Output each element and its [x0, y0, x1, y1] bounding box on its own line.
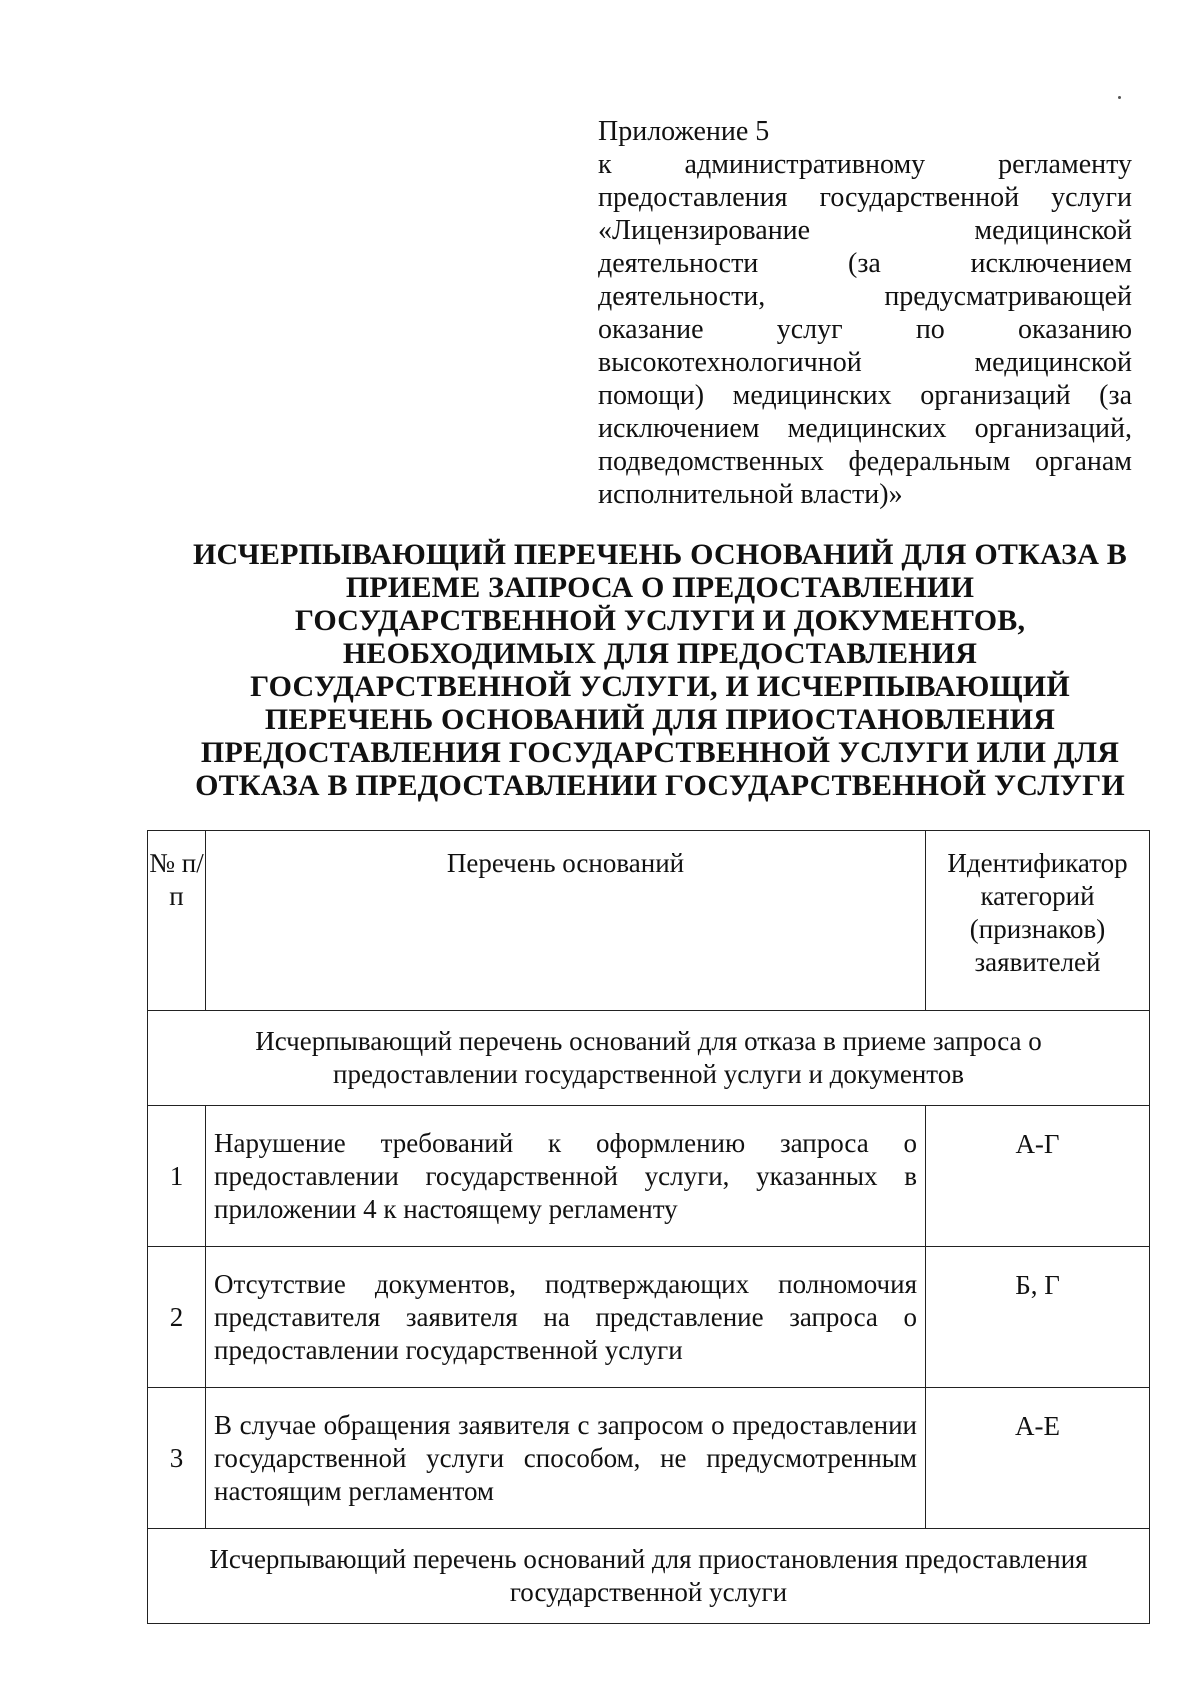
row-applicant-id: Б, Г	[926, 1247, 1150, 1388]
row-applicant-id: А-Е	[926, 1388, 1150, 1529]
section-refusal-intake: Исчерпывающий перечень оснований для отказа в приеме запроса о предоставлении государственной услуги и документов	[148, 1011, 1150, 1106]
row-number: 1	[148, 1106, 206, 1247]
scan-speck	[1118, 96, 1121, 99]
annex-title: Приложение 5	[598, 116, 770, 147]
annex-body: к административному регламенту предоставления государственной услуги «Лицензирование медицинской деятельности (за исключением деятельности, предусматривающей оказание услуг по оказанию высокотехнологичной медицинской помощи) медицинских организаций (за исключением медицинских организаций, подведомственных федеральным органам исполнительной власти)»	[598, 149, 1132, 510]
header-applicant-id: Идентификатор категорий (признаков) заявителей	[926, 831, 1150, 1011]
table-section-row	[148, 1529, 1150, 1624]
table-row	[148, 1247, 1150, 1388]
row-number: 2	[148, 1247, 206, 1388]
section-suspension: Исчерпывающий перечень оснований для приостановления предоставления государственной услуги	[148, 1529, 1150, 1624]
header-grounds: Перечень оснований	[206, 831, 926, 1011]
row-description: В случае обращения заявителя с запросом о предоставлении государственной услуги способом, не предусмотренным настоящим регламентом	[206, 1388, 926, 1529]
row-description: Отсутствие документов, подтверждающих полномочия представителя заявителя на представление запроса о предоставлении государственной услуги	[206, 1247, 926, 1388]
table-row	[148, 1388, 1150, 1529]
row-number: 3	[148, 1388, 206, 1529]
row-description: Нарушение требований к оформлению запроса о предоставлении государственной услуги, указанных в приложении 4 к настоящему регламенту	[206, 1106, 926, 1247]
document-title: ИСЧЕРПЫВАЮЩИЙ ПЕРЕЧЕНЬ ОСНОВАНИЙ ДЛЯ ОТКАЗА В ПРИЕМЕ ЗАПРОСА О ПРЕДОСТАВЛЕНИИ ГОСУДАРСТВЕННОЙ УСЛУГИ И ДОКУМЕНТОВ, НЕОБХОДИМЫХ ДЛЯ ПРЕДОСТАВЛЕНИЯ ГОСУДАРСТВЕННОЙ УСЛУГИ, И ИСЧЕРПЫВАЮЩИЙ ПЕРЕЧЕНЬ ОСНОВАНИЙ ДЛЯ ПРИОСТАНОВЛЕНИЯ ПРЕДОСТАВЛЕНИЯ ГОСУДАРСТВЕННОЙ УСЛУГИ ИЛИ ДЛЯ ОТКАЗА В ПРЕДОСТАВЛЕНИИ ГОСУДАРСТВЕННОЙ УСЛУГИ	[193, 538, 1127, 802]
table-row	[148, 1106, 1150, 1247]
row-applicant-id: А-Г	[926, 1106, 1150, 1247]
table-section-row	[148, 1011, 1150, 1106]
annex-note	[598, 115, 1132, 511]
table-header-row	[148, 831, 1150, 1011]
header-number: № п/п	[148, 831, 206, 1011]
grounds-table	[147, 830, 1150, 1624]
